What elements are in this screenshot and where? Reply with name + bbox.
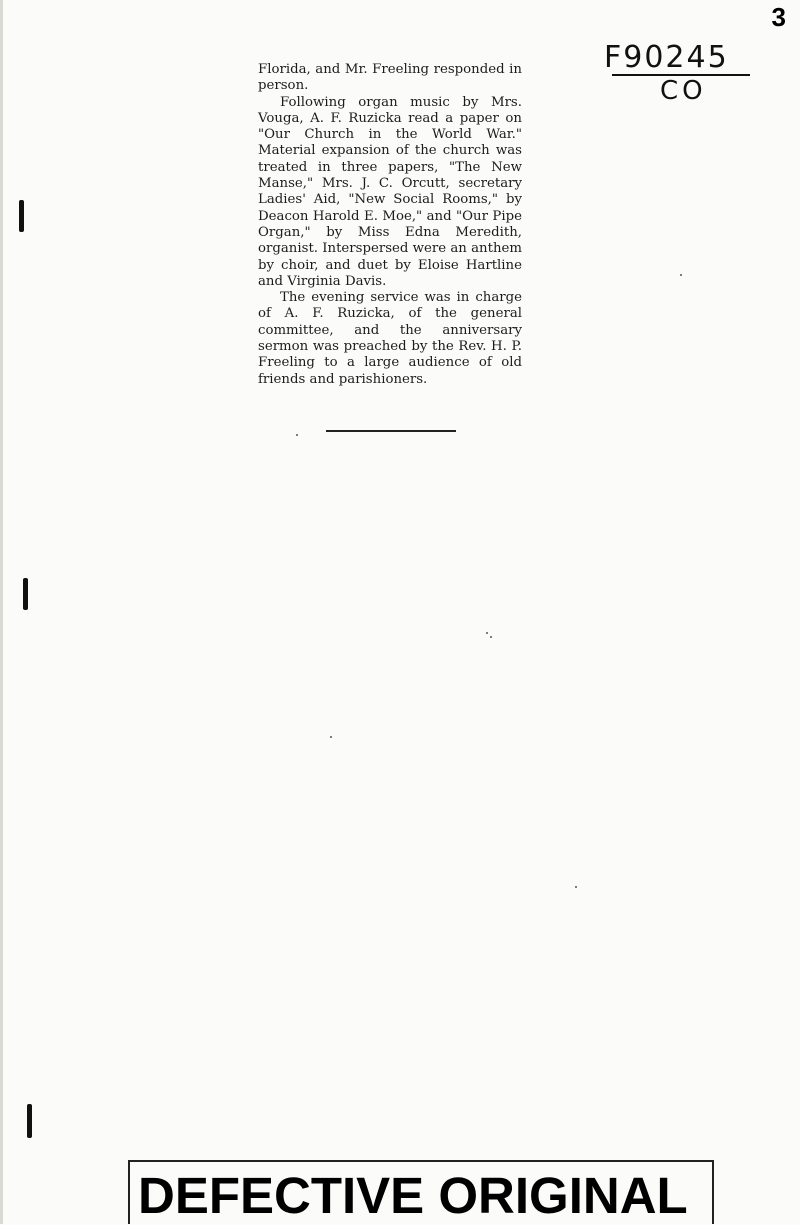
scan-speck	[575, 886, 577, 888]
scan-speck	[296, 434, 298, 436]
scan-speck	[680, 274, 682, 276]
article-paragraph-3: The evening service was in charge of A. F. Ruzicka, of the general committee, and the anniversary sermon was preached by the Rev. H. P. Freeling to a large audience of old friends and parishioners.	[258, 290, 522, 387]
article-paragraph-2: Following organ music by Mrs. Vouga, A. F. Ruzicka read a paper on "Our Church in the World War." Material expansion of the church was treated in three papers, "The New Manse," Mrs. J. C. Orcutt, secretary Ladies' Aid, "New Social Rooms," by Deacon Harold E. Moe," and "Our Pipe Organ," by Miss Edna Meredith, organist. Interspersed were an anthem by choir, and duet by Eloise Hartline and Virginia Davis.	[258, 94, 522, 289]
scan-speck	[486, 632, 488, 634]
page-edge	[0, 0, 3, 1224]
binding-mark-bottom	[27, 1104, 32, 1138]
binding-mark-middle	[23, 578, 28, 610]
article-paragraph-1: Florida, and Mr. Freeling responded in person.	[258, 62, 522, 94]
article-end-rule	[326, 430, 456, 432]
scan-speck	[490, 636, 492, 638]
scan-speck	[330, 736, 332, 738]
binding-mark-top	[19, 200, 24, 232]
catalog-code: F90245	[604, 40, 729, 75]
defective-original-stamp: DEFECTIVE ORIGINAL	[138, 1167, 688, 1224]
page-number: 3	[771, 2, 786, 32]
catalog-sub-code: CO	[660, 76, 707, 106]
article-column	[258, 62, 522, 388]
